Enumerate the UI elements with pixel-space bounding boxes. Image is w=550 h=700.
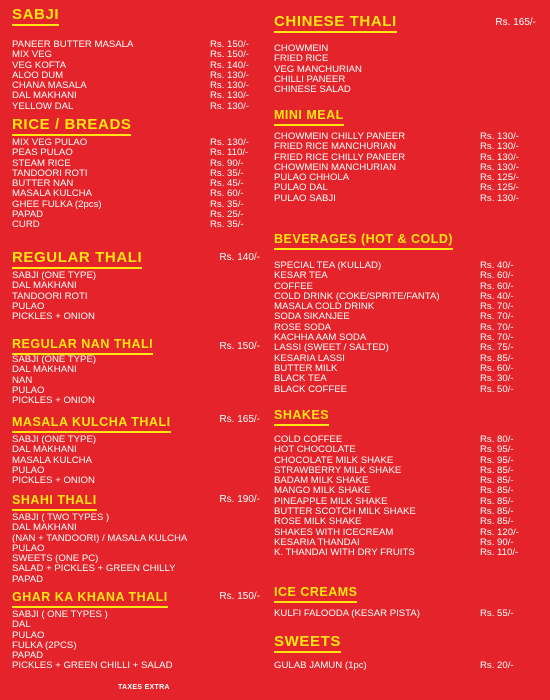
section-mini-meal — [274, 106, 540, 204]
item-name: PULAO CHHOLA — [274, 172, 350, 184]
item-name: BUTTER MILK — [274, 362, 338, 374]
item-list — [12, 40, 264, 112]
item-price: Rs. 85/- — [480, 464, 514, 476]
item-price: Rs. 60/- — [480, 270, 514, 282]
thali-price: Rs. 165/- — [495, 17, 536, 28]
thali-component: NAN — [12, 374, 33, 386]
thali-price: Rs. 150/- — [219, 341, 260, 352]
item-name: BLACK TEA — [274, 373, 327, 385]
item-name: MIX VEG PULAO — [12, 137, 88, 148]
item-list — [274, 132, 540, 204]
thali-component: SABJI (ONE TYPE) — [12, 270, 97, 281]
item-name: MASALA KULCHA — [12, 188, 92, 200]
item-name: SPECIAL TEA (KULLAD) — [274, 260, 382, 271]
section-title: REGULAR THALI — [12, 250, 142, 269]
thali-component: PULAO — [12, 384, 45, 396]
thali-component: (NAN + TANDOORI) / MASALA KULCHA — [12, 532, 188, 544]
thali-component: PICKLES + ONION — [12, 475, 95, 487]
thali-component: VEG MANCHURIAN — [274, 63, 362, 75]
item-price: Rs. 85/- — [480, 485, 514, 497]
thali-component: SABJI (ONE TYPE) — [12, 434, 97, 445]
item-price: Rs. 150/- — [210, 39, 249, 50]
section-title: REGULAR NAN THALI — [12, 336, 153, 355]
item-price: Rs. 130/- — [480, 151, 519, 163]
thali-component: PICKLES + GREEN CHILLI + SALAD — [12, 660, 173, 672]
section-title: CHINESE THALI — [274, 14, 397, 33]
item-name: FRIED RICE MANCHURIAN — [274, 141, 397, 153]
item-price: Rs. 40/- — [480, 290, 514, 302]
section-title: GHAR KA KHANA THALI — [12, 589, 168, 608]
item-name: YELLOW DAL — [12, 100, 74, 112]
item-name: PINEAPPLE MILK SHAKE — [274, 495, 388, 507]
section-regular-thali — [12, 249, 264, 322]
item-price: Rs. 85/- — [480, 516, 514, 528]
item-name: MANGO MILK SHAKE — [274, 485, 371, 497]
item-name: KESARIA LASSI — [274, 352, 345, 364]
item-lines — [12, 435, 264, 486]
thali-component: PICKLES + ONION — [12, 311, 95, 323]
item-name: ROSE MILK SHAKE — [274, 516, 362, 528]
item-name: KESAR TEA — [274, 270, 328, 282]
item-price: Rs. 70/- — [480, 332, 514, 344]
item-price: Rs. 130/- — [210, 137, 249, 148]
section-title: MASALA KULCHA THALI — [12, 414, 171, 433]
item-price: Rs. 70/- — [480, 321, 514, 333]
thali-component: DAL MAKHANI — [12, 364, 77, 376]
item-price: Rs. 60/- — [480, 280, 514, 292]
item-price: Rs. 90/- — [480, 536, 514, 548]
thali-component: DAL MAKHANI — [12, 522, 77, 534]
section-rice-breads — [12, 116, 264, 231]
item-lines — [12, 513, 264, 585]
thali-component: CHINESE SALAD — [274, 84, 351, 96]
item-price: Rs. 90/- — [210, 157, 244, 169]
item-price: Rs. 140/- — [210, 59, 249, 71]
thali-component: PULAO — [12, 542, 45, 554]
section-sabji — [12, 6, 264, 112]
item-name: CHANA MASALA — [12, 80, 87, 92]
menu-item — [12, 220, 264, 230]
item-name: CHOWMEIN CHILLY PANEER — [274, 131, 406, 142]
thali-component: MASALA KULCHA — [12, 454, 92, 466]
item-name: CURD — [12, 219, 40, 231]
item-name: PEAS PULAO — [12, 147, 73, 159]
item-name: PANEER BUTTER MASALA — [12, 39, 134, 50]
menu-item — [274, 548, 540, 558]
item-name: ROSE SODA — [274, 321, 332, 333]
thali-component: PULAO — [12, 464, 45, 476]
item-price: Rs. 125/- — [480, 182, 519, 194]
item-price: Rs. 130/- — [210, 80, 249, 92]
thali-component: PULAO — [12, 629, 45, 641]
item-list — [274, 435, 540, 559]
item-price: Rs. 55/- — [480, 608, 514, 619]
item-lines — [274, 44, 540, 95]
thali-component: SABJI (ONE TYPE) — [12, 354, 97, 365]
section-beverages — [274, 230, 540, 395]
thali-component: FULKA (2PCS) — [12, 639, 77, 651]
section-shakes — [274, 406, 540, 559]
item-price: Rs. 35/- — [210, 198, 244, 210]
item-name: STRAWBERRY MILK SHAKE — [274, 464, 402, 476]
menu-item — [274, 194, 540, 204]
thali-component: SABJI ( ONE TYPES ) — [12, 609, 108, 620]
section-title: SHAKES — [274, 407, 329, 426]
item-price: Rs. 110/- — [480, 547, 519, 559]
item-name: TANDOORI ROTI — [12, 167, 88, 179]
item-name: CHOCOLATE MILK SHAKE — [274, 454, 394, 466]
taxes-note: TAXES EXTRA — [118, 684, 170, 691]
thali-price: Rs. 165/- — [219, 414, 260, 425]
item-price: Rs. 85/- — [480, 495, 514, 507]
thali-component: DAL MAKHANI — [12, 444, 77, 456]
item-price: Rs. 30/- — [480, 373, 514, 385]
item-price: Rs. 75/- — [480, 342, 514, 354]
item-name: PULAO SABJI — [274, 192, 336, 204]
item-price: Rs. 25/- — [210, 209, 244, 221]
item-name: SHAKES WITH ICECREAM — [274, 526, 394, 538]
item-name: CHOWMEIN MANCHURIAN — [274, 161, 397, 173]
menu-item — [274, 385, 540, 395]
item-price: Rs. 85/- — [480, 352, 514, 364]
item-name: DAL MAKHANI — [12, 90, 77, 102]
section-chinese-thali — [274, 13, 540, 95]
section-shahi-thali — [12, 491, 264, 585]
menu-item — [274, 661, 540, 671]
item-name: BUTTER NAN — [12, 178, 74, 190]
item-price: Rs. 35/- — [210, 219, 244, 231]
item-name: FRIED RICE CHILLY PANEER — [274, 151, 406, 163]
item-name: ALOO DUM — [12, 69, 64, 81]
thali-component: TANDOORI ROTI — [12, 290, 88, 302]
item-name: COLD COFFEE — [274, 434, 343, 445]
thali-component: CHILLI PANEER — [274, 73, 346, 85]
thali-price: Rs. 140/- — [219, 252, 260, 263]
item-name: BUTTER SCOTCH MILK SHAKE — [274, 506, 416, 518]
item-lines — [12, 271, 264, 322]
item-price: Rs. 120/- — [480, 526, 519, 538]
item-name: PAPAD — [12, 209, 44, 221]
item-price: Rs. 85/- — [480, 506, 514, 518]
item-price: Rs. 95/- — [480, 444, 514, 456]
section-regular-nan-thali — [12, 335, 264, 406]
item-price: Rs. 110/- — [210, 147, 249, 159]
item-name: COLD DRINK (COKE/SPRITE/FANTA) — [274, 290, 440, 302]
item-name: KULFI FALOODA (KESAR PISTA) — [274, 608, 420, 619]
thali-component: SABJI ( TWO TYPES ) — [12, 512, 110, 523]
item-lines — [12, 355, 264, 406]
thali-component: PAPAD — [12, 650, 44, 662]
item-price: Rs. 20/- — [480, 660, 514, 671]
item-lines — [12, 610, 264, 672]
item-name: KACHHA AAM SODA — [274, 332, 367, 344]
section-masala-kulcha-thali — [12, 413, 264, 486]
item-price: Rs. 40/- — [480, 260, 514, 271]
item-price: Rs. 130/- — [480, 161, 519, 173]
section-ghar-ka-khana-thali — [12, 588, 264, 672]
thali-component: CHOWMEIN — [274, 43, 329, 54]
item-name: HOT CHOCOLATE — [274, 444, 356, 456]
item-price: Rs. 50/- — [480, 383, 514, 395]
item-price: Rs. 70/- — [480, 301, 514, 313]
menu-item — [274, 609, 540, 619]
thali-component: SALAD + PICKLES + GREEN CHILLY — [12, 563, 176, 575]
section-title: ICE CREAMS — [274, 584, 357, 603]
item-name: VEG KOFTA — [12, 59, 67, 71]
section-title: BEVERAGES (HOT & COLD) — [274, 231, 453, 250]
item-list — [274, 609, 540, 619]
item-price: Rs. 45/- — [210, 178, 244, 190]
item-name: BLACK COFFEE — [274, 383, 348, 395]
section-ice-creams — [274, 583, 540, 619]
item-list — [12, 138, 264, 231]
thali-price: Rs. 150/- — [219, 591, 260, 602]
section-title: RICE / BREADS — [12, 117, 131, 136]
section-title: SHAHI THALI — [12, 492, 97, 511]
item-price: Rs. 130/- — [210, 69, 249, 81]
item-price: Rs. 130/- — [210, 90, 249, 102]
item-price: Rs. 125/- — [480, 172, 519, 184]
item-name: COFFEE — [274, 280, 313, 292]
item-name: GULAB JAMUN (1pc) — [274, 660, 367, 671]
item-price: Rs. 60/- — [480, 362, 514, 374]
item-name: LASSI (SWEET / SALTED) — [274, 342, 389, 354]
item-name: BADAM MILK SHAKE — [274, 475, 369, 487]
item-name: KESARIA THANDAI — [274, 536, 360, 548]
item-name: SODA SIKANJEE — [274, 311, 350, 323]
thali-component: DAL — [12, 619, 31, 631]
section-title: SWEETS — [274, 634, 341, 653]
item-name: GHEE FULKA (2pcs) — [12, 198, 102, 210]
thali-component: FRIED RICE — [274, 53, 329, 65]
thali-component: SWEETS (ONE PC) — [12, 553, 99, 565]
section-title: MINI MEAL — [274, 107, 344, 126]
item-price: Rs. 35/- — [210, 167, 244, 179]
item-price: Rs. 95/- — [480, 454, 514, 466]
item-price: Rs. 85/- — [480, 475, 514, 487]
item-price: Rs. 130/- — [210, 100, 249, 112]
item-price: Rs. 80/- — [480, 434, 514, 445]
item-name: STEAM RICE — [12, 157, 71, 169]
item-price: Rs. 150/- — [210, 49, 249, 61]
item-name: K. THANDAI WITH DRY FRUITS — [274, 547, 415, 559]
section-sweets — [274, 633, 540, 671]
item-list — [274, 261, 540, 395]
item-name: PULAO DAL — [274, 182, 328, 194]
item-name: MIX VEG — [12, 49, 52, 61]
menu-item — [12, 102, 264, 112]
thali-component: PAPAD — [12, 573, 44, 585]
item-price: Rs. 70/- — [480, 311, 514, 323]
item-price: Rs. 130/- — [480, 141, 519, 153]
item-name: MASALA COLD DRINK — [274, 301, 375, 313]
thali-price: Rs. 190/- — [219, 494, 260, 505]
section-title: SABJI — [12, 7, 59, 26]
thali-component: DAL MAKHANI — [12, 280, 77, 292]
thali-component: PULAO — [12, 300, 45, 312]
item-list — [274, 661, 540, 671]
thali-component: PICKLES + ONION — [12, 395, 95, 407]
item-price: Rs. 130/- — [480, 192, 519, 204]
item-price: Rs. 130/- — [480, 131, 519, 142]
item-price: Rs. 60/- — [210, 188, 244, 200]
